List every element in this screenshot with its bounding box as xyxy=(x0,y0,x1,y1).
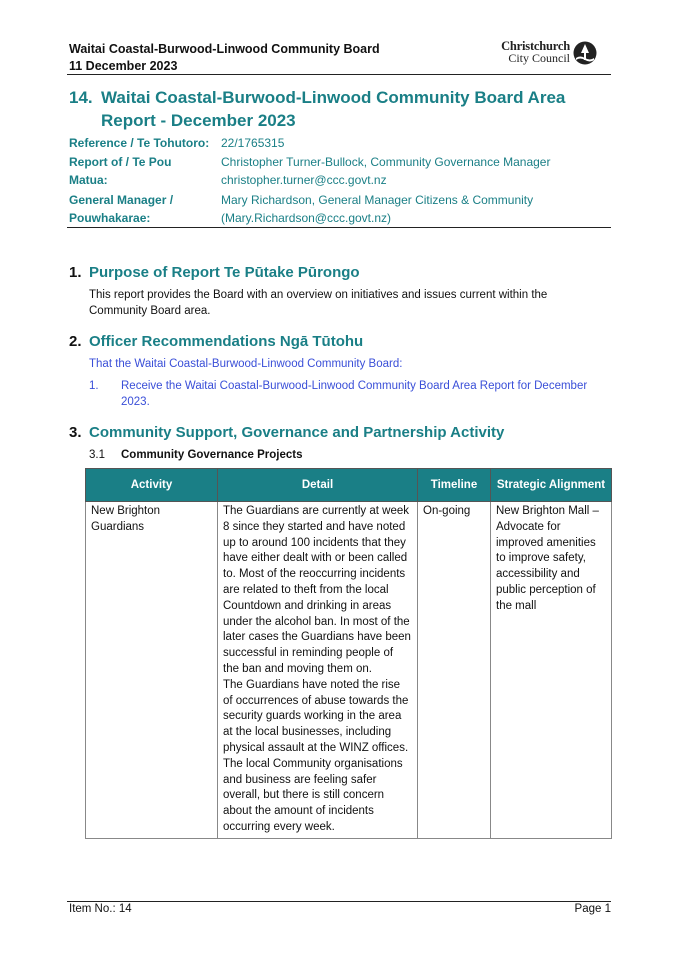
footer-divider xyxy=(67,901,611,902)
report-of-label: Report of / Te Pou Matua: xyxy=(69,155,172,187)
section-heading-community-support: 3. Community Support, Governance and Partnership Activity xyxy=(69,424,505,441)
section-heading-purpose: 1. Purpose of Report Te Pūtake Pūrongo xyxy=(69,264,360,281)
governance-projects-table xyxy=(85,468,612,839)
header-divider xyxy=(67,74,611,75)
cell-timeline: On-going xyxy=(418,502,491,839)
cell-activity: New Brighton Guardians xyxy=(86,502,218,839)
detail-paragraph: The Guardians are currently at week 8 since they started and have noted up to around 100 incidents that they have either dealt with or been called to. Most of the reoccurring incidents are related to theft from the local Countdown and drinking in areas under the alcohol ban. In most of the later cases the Guardians have been successful in reminding people of the ban and moving them on. xyxy=(223,505,411,675)
council-emblem-icon xyxy=(573,41,597,65)
recommendation-text: Receive the Waitai Coastal-Burwood-Linwood Community Board Area Report for December 2023. xyxy=(121,380,588,408)
meta-divider xyxy=(67,227,611,228)
report-of-row xyxy=(69,153,609,189)
table-header-row xyxy=(86,469,612,502)
cell-detail xyxy=(218,502,418,839)
title-line-1: Waitai Coastal-Burwood-Linwood Community Board Area xyxy=(101,88,566,107)
recommendation-number: 1. xyxy=(89,380,99,392)
general-manager-row xyxy=(69,191,609,227)
general-manager-label: General Manager / Pouwhakarae: xyxy=(69,193,174,225)
author-email: christopher.turner@ccc.govt.nz xyxy=(221,173,387,187)
column-header-timeline: Timeline xyxy=(418,469,491,502)
purpose-body: This report provides the Board with an overview on initiatives and issues current within the Community Board area. xyxy=(89,289,548,317)
meeting-date: 11 December 2023 xyxy=(69,59,178,73)
general-manager-value xyxy=(221,191,601,227)
document-header xyxy=(69,41,380,75)
subsection-heading: 3.1 Community Governance Projects xyxy=(89,449,303,461)
detail-paragraph: The local Community organisations and business are feeling safer overall, but there is still concern about the amount of incidents occurring every week. xyxy=(223,757,403,833)
logo-line-2: City Council xyxy=(508,51,570,65)
recommendation-intro: That the Waitai Coastal-Burwood-Linwood Community Board: xyxy=(89,358,403,370)
reference-label: Reference / Te Tohutoro: xyxy=(69,136,210,150)
logo-line-1: Christchurch xyxy=(501,39,570,53)
reference-row xyxy=(69,134,609,152)
column-header-detail: Detail xyxy=(218,469,418,502)
detail-paragraph: The Guardians have noted the rise of occurrences of abuse towards the security guards working in the area at the local businesses, including physical assault at the WINZ offices. xyxy=(223,678,409,754)
board-name: Waitai Coastal-Burwood-Linwood Community Board xyxy=(69,42,380,56)
author-name: Christopher Turner-Bullock, Community Governance Manager xyxy=(221,155,551,169)
report-of-value xyxy=(221,153,601,189)
gm-email: (Mary.Richardson@ccc.govt.nz) xyxy=(221,211,392,225)
item-number: 14. xyxy=(69,88,93,107)
column-header-activity: Activity xyxy=(86,469,218,502)
gm-name: Mary Richardson, General Manager Citizens & Community xyxy=(221,193,534,207)
footer-page-number: Page 1 xyxy=(574,903,611,915)
cell-strategic-alignment: New Brighton Mall – Advocate for improved amenities to improve safety, accessibility and public perception of the mall xyxy=(491,502,612,839)
column-header-strategic-alignment: Strategic Alignment xyxy=(491,469,612,502)
page-title xyxy=(69,86,589,132)
table-row xyxy=(86,502,612,839)
title-line-2: Report - December 2023 xyxy=(101,111,296,130)
section-heading-recommendations: 2. Officer Recommendations Ngā Tūtohu xyxy=(69,333,364,350)
footer-item-number: Item No.: 14 xyxy=(69,903,132,915)
reference-value: 22/1765315 xyxy=(221,136,285,150)
council-logo xyxy=(498,40,602,68)
